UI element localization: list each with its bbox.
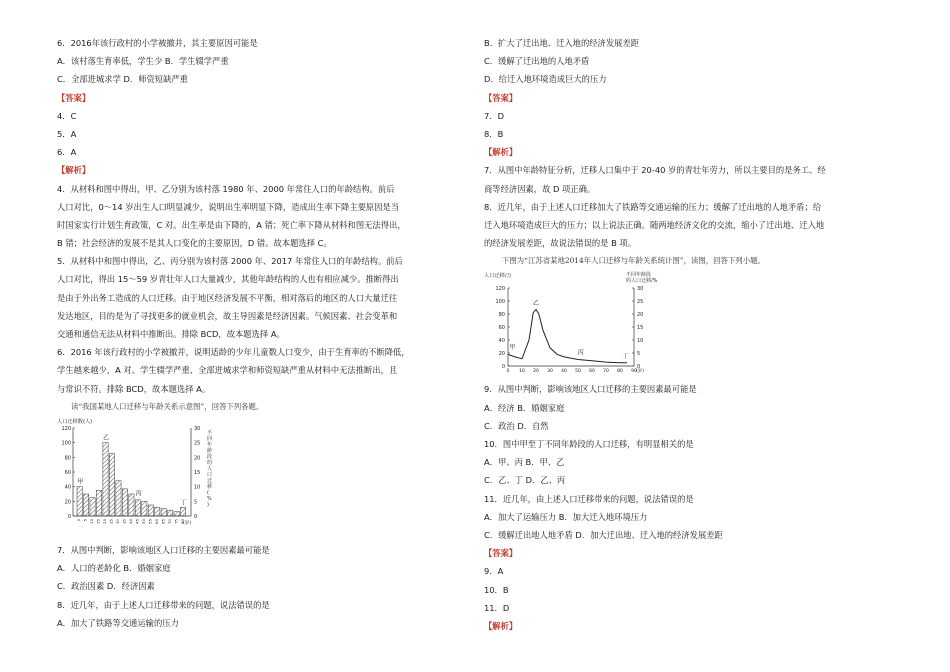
y2-tick-label: 10 — [637, 338, 644, 345]
x-tick-label: 10 — [519, 369, 525, 375]
y-tick-label: 100 — [495, 299, 505, 306]
answer-tag: 【答案】 — [484, 548, 518, 559]
line-chart-figure — [484, 270, 704, 380]
annotation-label: 甲 — [77, 478, 84, 486]
analysis-line: 学生越来越少，A 对。学生辍学严重、全部进城求学和师资短缺严重从材料中无法推断出，且 — [57, 365, 398, 376]
x-tick-label: 80 — [617, 369, 623, 375]
y-tick-label: 80 — [64, 455, 71, 462]
y2-axis-label: 年 — [207, 441, 213, 448]
x-tick-label: 20 — [102, 518, 108, 524]
y2-tick-label: 5 — [637, 351, 641, 358]
bar — [77, 487, 82, 516]
y-tick-label: 40 — [498, 338, 505, 345]
question-line: 11．近几年，由上述人口迁移带来的问题，说法错误的是 — [484, 493, 694, 504]
y2-axis-label: 龄 — [207, 447, 213, 454]
analysis-line: 7．从图中年龄特征分析，迁移人口集中于 20-40 岁的青壮年劳力，所以主要目的是务工、经 — [484, 165, 826, 176]
y-tick-label: 20 — [498, 351, 505, 358]
x-tick-label: 50 — [140, 518, 146, 524]
bar-chart-figure — [57, 416, 257, 541]
option-line: C．政治因素 D．经济因素 — [57, 581, 155, 592]
analysis-line: 迁入地环境造成巨大的压力；以上说法正确。随两地经济文化的交流，缩小了迁出地、迁入地 — [484, 219, 825, 230]
y2-axis-label: 迁 — [207, 477, 213, 484]
x-tick-label: 15 — [95, 518, 101, 524]
y2-axis-label: 不同年龄段 — [626, 272, 652, 279]
analysis-line: 是由于外出务工造成的人口迁移。由于地区经济发展不平衡，相对落后的地区的人口大量迁往 — [57, 292, 398, 303]
x-axis-label: (岁) — [636, 369, 645, 375]
y2-axis-label: 移 — [207, 483, 213, 490]
x-tick-label: 30 — [115, 518, 121, 524]
x-tick-label: 30 — [547, 369, 553, 375]
answer-line: 9．A — [484, 566, 504, 577]
analysis-tag: 【解析】 — [484, 620, 518, 631]
question-9-11-block — [484, 380, 864, 544]
answer-line: 10．B — [484, 584, 509, 595]
analysis-line: 商等经济因素，故 D 项正确。 — [484, 183, 596, 194]
bar — [96, 490, 101, 516]
x-tick-label: 60 — [153, 518, 159, 524]
analysis-line: 与常识不符。排除 BCD，故本题选择 A。 — [57, 383, 211, 394]
analysis-tag: 【解析】 — [57, 165, 91, 176]
answer-tag: 【答案】 — [57, 92, 91, 103]
y-tick-label: 80 — [498, 312, 505, 319]
option-line: A．该村落生育率低，学生少 B．学生辍学严重 — [57, 56, 229, 67]
y2-tick-label: 25 — [637, 299, 644, 306]
x-tick-label: 5 — [82, 518, 88, 522]
question-line: 9．从图中判断，影响该地区人口迁移的主要因素最可能是 — [484, 384, 697, 395]
bar — [129, 494, 134, 516]
analysis-line: 6．2016 年该行政村的小学被撤并，说明适龄的少年儿童数人口变少，由于生育率的不断降低， — [57, 347, 410, 358]
y2-tick-label: 15 — [194, 469, 201, 476]
x-tick-label: 25 — [108, 518, 114, 524]
bar — [90, 498, 95, 516]
x-tick-label: 90 — [631, 369, 637, 375]
y-axis-label: 人口迁移/万 — [484, 273, 512, 280]
y-tick-label: 20 — [64, 499, 71, 506]
y2-tick-label: 30 — [637, 286, 644, 293]
answer-line: 11．D — [484, 602, 510, 613]
option-line: C．乙、丁 D．乙、丙 — [484, 475, 566, 486]
question-line: 6．2016年该行政村的小学被撤并，其主要原因可能是 — [57, 38, 258, 48]
bar — [142, 501, 147, 516]
x-tick-label: 0 — [506, 369, 510, 375]
analysis-tag: 【解析】 — [484, 147, 518, 158]
figure-intro: 下图为“江苏省某地2014年人口迁移与年龄关系统计图”，读图，回答下列小题。 — [502, 256, 765, 266]
answer-line: 5．A — [57, 128, 77, 139]
x-tick-label: 20 — [533, 369, 539, 375]
bar — [148, 505, 153, 516]
answer-line: 6．A — [57, 147, 77, 158]
option-line: A．经济 B．婚姻家庭 — [484, 402, 565, 413]
y2-axis-label: ) — [207, 501, 209, 508]
option-line: C．缓解了迁出地的人地矛盾 — [484, 56, 590, 67]
bar — [155, 507, 160, 516]
y2-axis-label: 的人口迁移/% — [626, 278, 658, 285]
x-tick-label: 50 — [575, 369, 581, 375]
question-line: 8．近几年，由于上述人口迁移带来的问题，说法错误的是 — [57, 599, 270, 610]
x-tick-label: 10 — [89, 518, 95, 524]
y2-axis-label: % — [207, 495, 212, 502]
answer-tag: 【答案】 — [484, 92, 518, 103]
analysis-block — [484, 161, 864, 252]
analysis-line: B 错；社会经济的发展不是其人口变化的主要原因，D 错。故本题选择 C。 — [57, 238, 332, 249]
x-tick-label: 75 — [173, 518, 179, 524]
analysis-block — [57, 180, 447, 398]
bar — [116, 481, 121, 516]
y2-tick-label: 25 — [194, 440, 201, 447]
option-line: A．甲、丙 B．甲、乙 — [484, 457, 565, 468]
bar — [181, 507, 186, 516]
x-tick-label: 70 — [603, 369, 609, 375]
x-tick-label: 45 — [134, 518, 140, 524]
answer-line: 8．B — [484, 128, 504, 139]
annotation-label: 丁 — [180, 499, 187, 507]
y2-axis-label: 段 — [207, 453, 213, 460]
answer-line: 7．D — [484, 110, 504, 121]
line-chart — [484, 270, 704, 380]
y-tick-label: 0 — [501, 364, 505, 371]
option-line: B．扩大了迁出地、迁入地的经济发展差距 — [484, 38, 640, 48]
x-axis-label: (岁) — [183, 520, 192, 526]
analysis-line: 发达地区，目的是为了寻找更多的就业机会，故主导因素是经济因素。气候因素、社会变革和 — [57, 310, 398, 321]
figure-intro: 读“我国某地人口迁移与年龄关系示意图”，回答下列各题。 — [71, 401, 264, 411]
right-column — [484, 34, 864, 635]
analysis-line: 交通和通信无法从材料中推断出。排除 BCD，故本题选择 A。 — [57, 329, 285, 339]
annotation-label: 甲 — [509, 344, 516, 352]
answer-line: 4．C — [57, 110, 77, 121]
y-axis-label: 人口迁移数(人) — [57, 418, 93, 425]
y-tick-label: 0 — [67, 513, 71, 520]
x-tick-label: 0 — [76, 518, 82, 522]
question-line: 10．图中甲至丁不同年龄段的人口迁移，有明显相关的是 — [484, 439, 694, 449]
analysis-line: 人口对比，0～14 岁出生人口明显减少，说明出生率明显下降，造成出生率下降主要原因是当 — [57, 201, 400, 212]
analysis-line: 8．近几年，由于上述人口迁移加大了铁路等交通运输的压力；缓解了迁出地的人地矛盾；给 — [484, 201, 822, 212]
question-7-8-block — [57, 541, 447, 632]
x-tick-label: 65 — [160, 518, 166, 524]
y-tick-label: 120 — [61, 425, 71, 432]
option-line: A．加大了运输压力 B．加大迁入地环境压力 — [484, 511, 648, 522]
option-line: C．政治 D．自然 — [484, 420, 549, 431]
y2-axis-label: 人 — [207, 465, 213, 472]
y2-axis-label: 的 — [207, 459, 213, 466]
analysis-line: 4．从材料和图中得出，甲、乙分别为该村落 1980 年、2000 年常住人口的年龄结构。前后 — [57, 183, 395, 194]
y2-tick-label: 30 — [194, 425, 201, 432]
y2-axis-label: 同 — [207, 435, 213, 442]
option-line: A．人口的老龄化 B．婚姻家庭 — [57, 563, 171, 574]
y-tick-label: 60 — [64, 469, 71, 476]
analysis-line: 时国家实行计划生育政策，C 对。出生率是由下降的，A 错；死亡率下降从材料和图无法得出， — [57, 219, 406, 230]
annotation-label: 丙 — [135, 490, 142, 498]
left-column — [57, 34, 447, 632]
bar — [168, 510, 173, 516]
question-6-block — [57, 34, 447, 89]
x-tick-label: 40 — [128, 518, 133, 524]
annotation-label: 乙 — [103, 434, 110, 442]
analysis-line: 5．从材料中和图中得出，乙、丙分别为该村落 2000 年、2017 年常住人口的年龄结构。前后 — [57, 256, 403, 267]
bar-chart — [57, 416, 257, 541]
bar — [83, 494, 88, 516]
bar — [135, 500, 140, 516]
y-tick-label: 120 — [495, 286, 505, 293]
question-line: 7．从图中判断，影响该地区人口迁移的主要因素最可能是 — [57, 544, 270, 555]
x-tick-label: 35 — [121, 518, 127, 524]
series-line — [508, 310, 627, 363]
annotation-label: 丁 — [622, 353, 629, 361]
y-tick-label: 40 — [64, 484, 71, 491]
analysis-line: 的经济发展差距，故说法错误的是 B 项。 — [484, 238, 637, 249]
bar — [161, 509, 166, 516]
option-line: C．全部进城求学 D．师资短缺严重 — [57, 74, 188, 85]
y2-tick-label: 5 — [194, 499, 198, 506]
annotation-label: 丙 — [577, 349, 584, 357]
y2-axis-label: ( — [207, 489, 209, 496]
question-8-options — [484, 34, 864, 89]
y2-axis-label: 不 — [207, 429, 213, 436]
y2-tick-label: 20 — [194, 455, 201, 462]
y2-tick-label: 15 — [637, 325, 644, 332]
x-tick-label: 80 — [179, 518, 185, 524]
y2-tick-label: 20 — [637, 312, 644, 319]
y2-tick-label: 10 — [194, 484, 201, 491]
analysis-line: 人口对比，得出 15～59 岁青壮年人口大量减少，其他年龄结构的人也有相应减少。推断得出 — [57, 274, 399, 285]
annotation-label: 乙 — [532, 300, 540, 308]
x-tick-label: 70 — [166, 518, 172, 524]
bar — [174, 512, 179, 516]
bar — [109, 454, 114, 516]
x-tick-label: 60 — [589, 369, 595, 375]
x-tick-label: 55 — [147, 518, 153, 524]
y2-tick-label: 0 — [637, 364, 641, 371]
y-tick-label: 100 — [61, 440, 71, 447]
y2-tick-label: 0 — [194, 513, 198, 520]
y2-axis-label: 口 — [207, 471, 213, 478]
option-line: A．加大了铁路等交通运输的压力 — [57, 617, 179, 628]
option-line: C．缓解迁出地人地矛盾 D．加大迁出地、迁入地的经济发展差距 — [484, 529, 723, 540]
x-tick-label: 40 — [561, 369, 567, 375]
y-tick-label: 60 — [498, 325, 505, 332]
bar — [103, 443, 108, 516]
option-line: D．给迁入地环境造成巨大的压力 — [484, 74, 607, 85]
bar — [122, 489, 127, 516]
